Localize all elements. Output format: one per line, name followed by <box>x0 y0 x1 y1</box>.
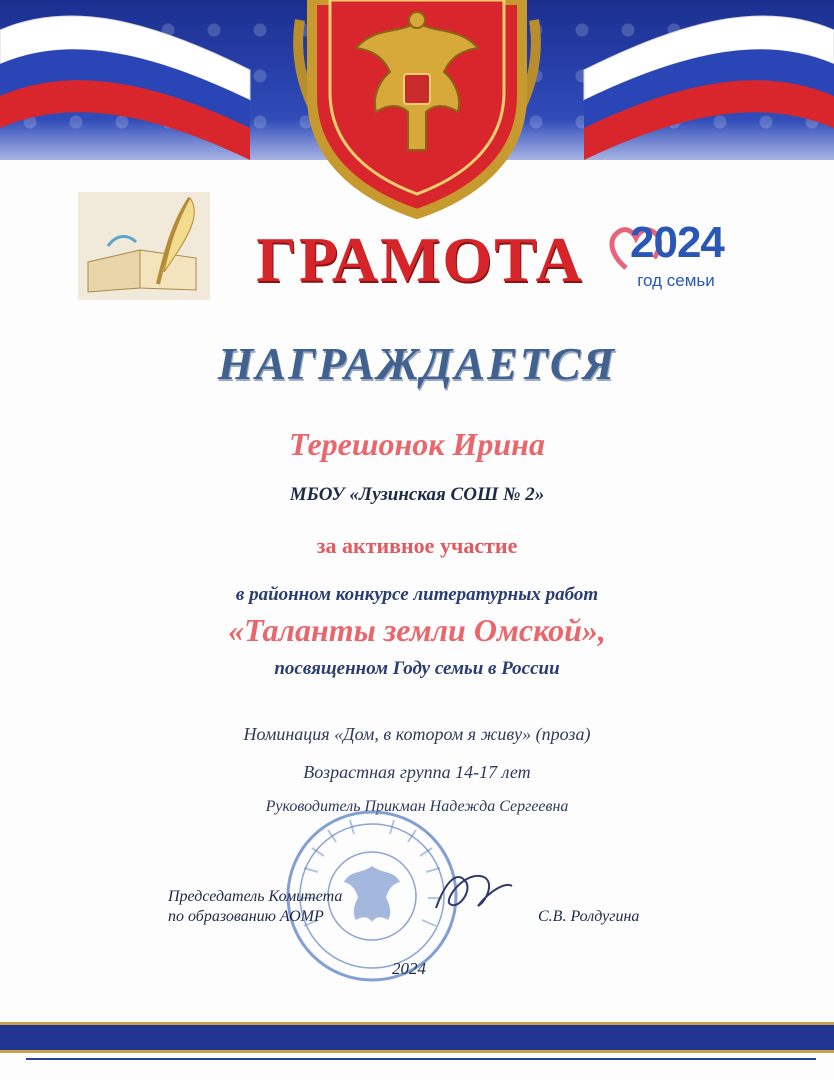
bottom-ornament-band <box>0 1022 834 1056</box>
nomination: Номинация «Дом, в котором я живу» (проза) <box>243 724 591 744</box>
chair-title-line2: по образованию АОМР <box>168 908 324 925</box>
issue-year: 2024 <box>392 959 426 978</box>
certificate-title: ГРАМОТА <box>256 224 584 295</box>
contest-dedication: посвященном Году семьи в России <box>274 658 560 679</box>
chair-title-line1: Председатель Комитета <box>168 888 343 905</box>
school-name: МБОУ «Лузинская СОШ № 2» <box>289 484 545 505</box>
award-reason: за активное участие <box>316 533 518 558</box>
supervisor: Руководитель Прикман Надежда Сергеевна <box>265 798 569 815</box>
contest-description: в районном конкурсе литературных работ <box>235 584 599 605</box>
year-of-family-caption: год семьи <box>637 271 715 290</box>
quill-book-icon <box>78 192 210 300</box>
coat-of-arms-icon <box>298 0 536 214</box>
signature-icon <box>428 860 518 930</box>
recipient-name: Терешонок Ирина <box>289 426 545 462</box>
signer-name: С.В. Ролдугина <box>538 908 640 925</box>
bottom-divider <box>26 1058 816 1060</box>
age-group: Возрастная группа 14-17 лет <box>303 762 531 782</box>
awarded-heading: НАГРАЖДАЕТСЯ <box>217 338 617 389</box>
year-of-family-number: 2024 <box>630 218 724 267</box>
contest-name: «Таланты земли Омской», <box>228 612 606 648</box>
